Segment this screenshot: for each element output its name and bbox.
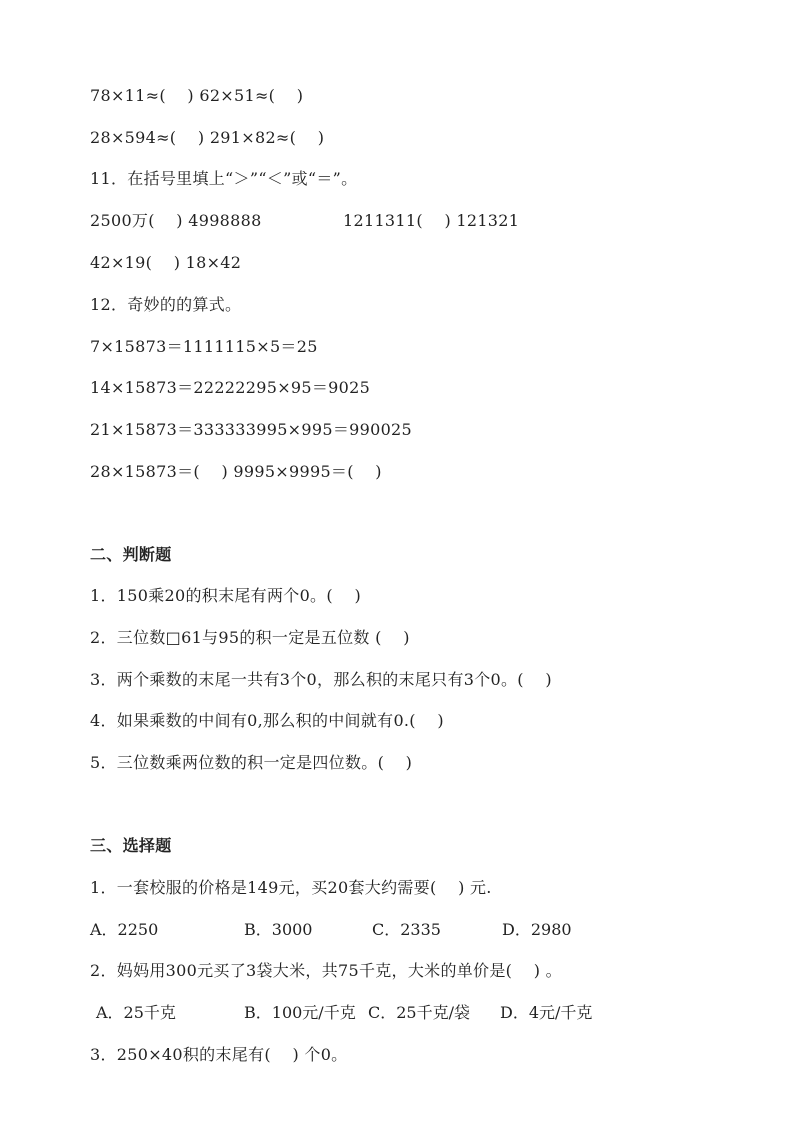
question-12: 12．奇妙的的算式。 [90, 295, 242, 314]
choice-heading: 三、选择题 [90, 836, 172, 855]
formula-line-4: 28×15873＝( ) 9995×9995＝( ) [90, 462, 382, 481]
choice-question-2: 2．妈妈用300元买了3袋大米，共75千克，大米的单价是( ) 。 [90, 961, 562, 980]
judge-item-5: 5．三位数乘两位数的积一定是四位数。( ) [90, 753, 413, 772]
compare-item-2: 1211311( ) 121321 [343, 211, 520, 230]
judge-item-2: 2．三位数□61与95的积一定是五位数 ( ) [90, 628, 410, 647]
formula-line-2: 14×15873＝22222295×95＝9025 [90, 378, 371, 397]
judge-heading: 二、判断题 [90, 545, 172, 564]
compare-item-3: 42×19( ) 18×42 [90, 253, 242, 272]
estimate-line-2: 28×594≈( ) 291×82≈( ) [90, 128, 325, 147]
choice-q1-option-b: B．3000 [244, 920, 313, 939]
judge-item-4: 4．如果乘数的中间有0,那么积的中间就有0.( ) [90, 711, 444, 730]
choice-question-1: 1．一套校服的价格是149元，买20套大约需要( ) 元. [90, 878, 492, 897]
choice-q1-option-d: D．2980 [502, 920, 572, 939]
compare-item-1: 2500万( ) 4998888 [90, 211, 262, 230]
choice-q2-option-a: A．25千克 [96, 1003, 176, 1022]
choice-q2-option-c: C．25千克/袋 [368, 1003, 470, 1022]
judge-item-1: 1．150乘20的积末尾有两个0。( ) [90, 586, 361, 605]
choice-question-3: 3．250×40积的末尾有( ) 个0。 [90, 1045, 348, 1064]
formula-line-1: 7×15873＝1111115×5＝25 [90, 337, 318, 356]
estimate-line-1: 78×11≈( ) 62×51≈( ) [90, 86, 304, 105]
choice-q1-option-a: A．2250 [90, 920, 159, 939]
choice-q2-option-d: D．4元/千克 [500, 1003, 593, 1022]
formula-line-3: 21×15873＝333333995×995＝990025 [90, 420, 413, 439]
choice-q2-option-b: B．100元/千克 [244, 1003, 356, 1022]
question-11: 11．在括号里填上“＞”“＜”或“＝”。 [90, 169, 358, 188]
judge-item-3: 3．两个乘数的末尾一共有3个0，那么积的末尾只有3个0。( ) [90, 670, 552, 689]
choice-q1-option-c: C．2335 [372, 920, 441, 939]
